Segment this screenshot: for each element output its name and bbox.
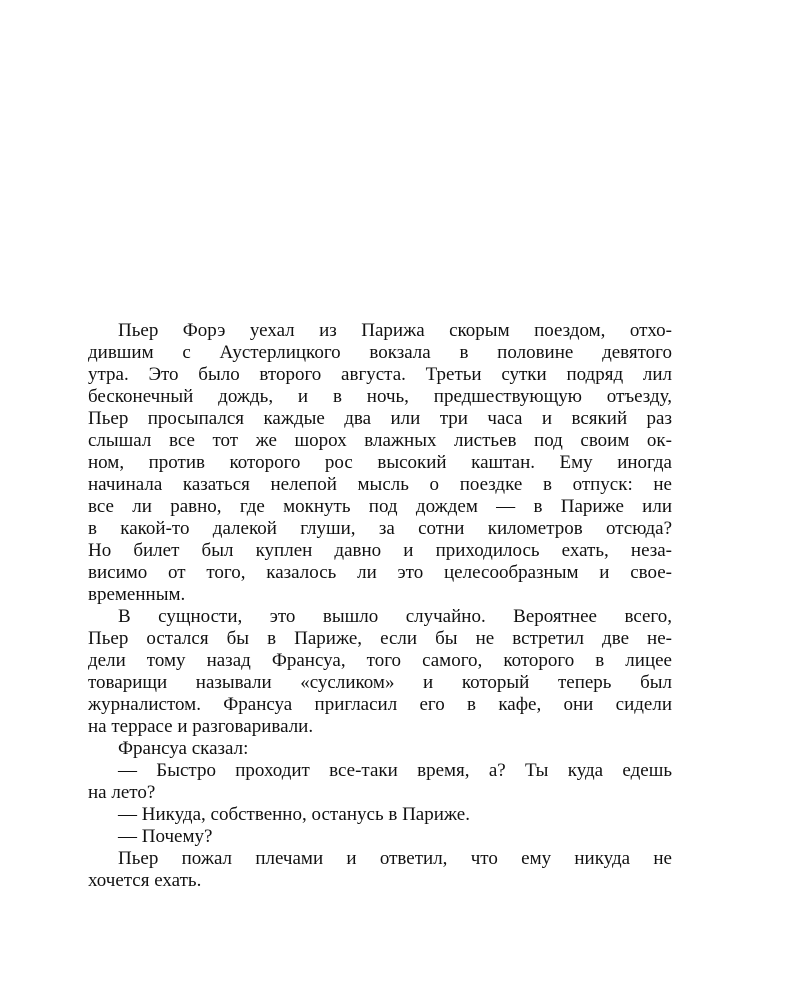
text-line: — Никуда, собственно, останусь в Париже. [118,804,470,825]
text-line: бесконечный дождь, и в ночь, предшествующую отъезду, [88,386,672,407]
text-line: ном, против которого рос высокий каштан. Ему иногда [88,452,672,473]
text-line: начинала казаться нелепой мысль о поездке в отпуск: не [88,474,672,495]
text-line: журналистом. Франсуа пригласил его в кафе, они сидели [88,694,672,715]
text-line: Пьер остался бы в Париже, если бы не встретил две не- [88,628,672,649]
text-line: утра. Это было второго августа. Третьи сутки подряд лил [88,364,672,385]
text-line: товарищи называли «сусликом» и который теперь был [88,672,672,693]
text-line: висимо от того, казалось ли это целесообразным и свое- [88,562,672,583]
text-line: — Быстро проходит все-таки время, а? Ты куда едешь [118,760,672,781]
text-line: временным. [88,584,186,605]
text-line: на террасе и разговаривали. [88,716,314,737]
text-line: — Почему? [118,826,213,847]
text-line: в какой-то далекой глуши, за сотни километров отсюда? [88,518,672,539]
text-line: на лето? [88,782,156,803]
text-line: дели тому назад Франсуа, того самого, которого в лицее [88,650,672,671]
text-line: В сущности, это вышло случайно. Вероятнее всего, [118,606,672,627]
text-line: хочется ехать. [88,870,202,891]
text-line: Франсуа сказал: [118,738,249,759]
text-line: Но билет был куплен давно и приходилось ехать, неза- [88,540,672,561]
text-line: Пьер просыпался каждые два или три часа и всякий раз [88,408,672,429]
text-line: все ли равно, где мокнуть под дождем — в Париже или [88,496,672,517]
body-text [88,320,672,892]
text-line: Пьер Форэ уехал из Парижа скорым поездом, отхо- [118,320,672,341]
text-line: Пьер пожал плечами и ответил, что ему никуда не [118,848,672,869]
text-line: слышал все тот же шорох влажных листьев под своим ок- [88,430,672,451]
text-line: дившим с Аустерлицкого вокзала в половине девятого [88,342,672,363]
